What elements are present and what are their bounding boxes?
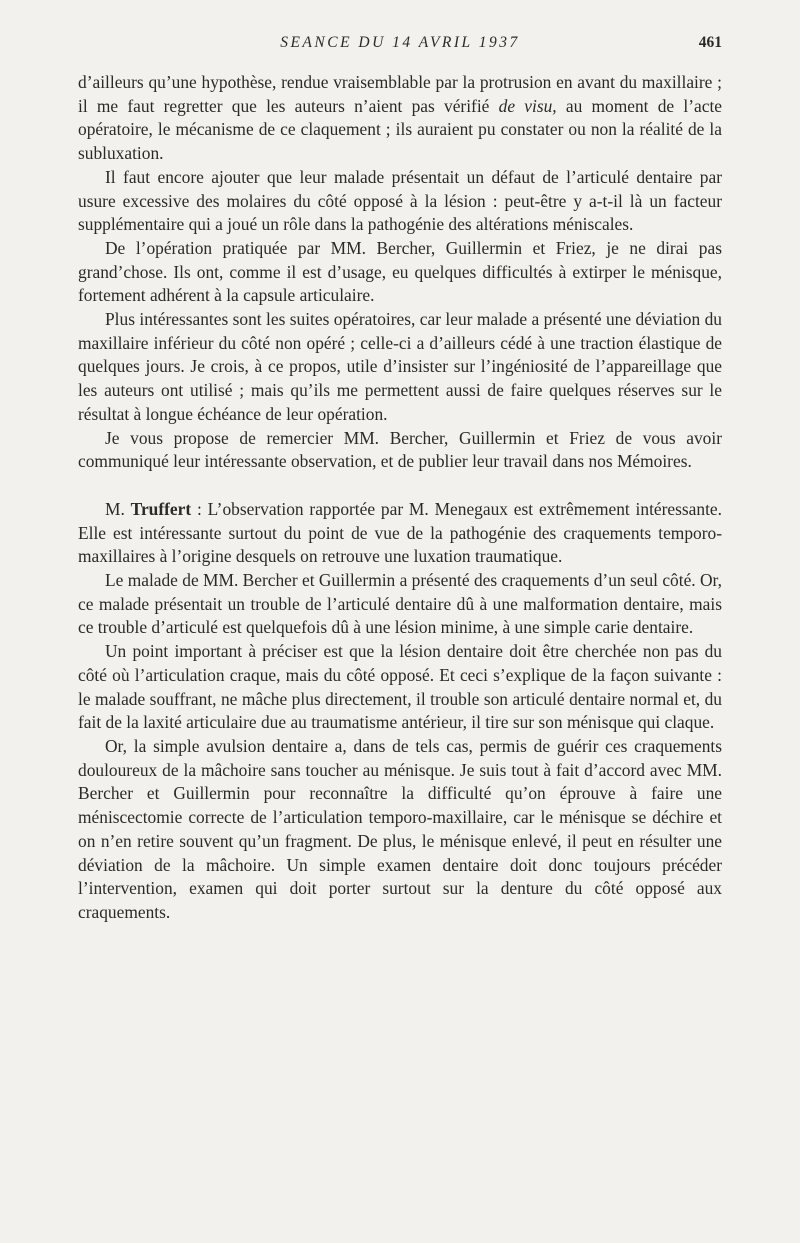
paragraph-9: Or, la simple avulsion dentaire a, dans de tels cas, permis de guérir ces craquements douloureux de la mâchoire sans toucher au ménisque. Je suis tout à fait d’accord avec MM. Bercher et Guillermin pour reconnaître la difficulté qu’on éprouve à faire une méniscectomie correcte de l’articulation temporo-maxillaire, car le ménisque se déchire et on n’en retire souvent qu’un fragment. De plus, le ménisque enlevé, il peut en résulter une déviation de la mâchoire. Un simple examen dentaire doit donc toujours précéder l’intervention, examen qui doit porter surtout sur la denture du côté opposé aux craquements.: [78, 735, 722, 922]
paragraph-2: Il faut encore ajouter que leur malade présentait un défaut de l’articulé dentaire par usure excessive des molaires du côté opposé à la lésion : peut-être y a-t-il là un facteur supplémentaire qui a joué un rôle dans la pathogénie des altérations méniscales.: [78, 166, 722, 235]
paragraph-1-text: d’ailleurs qu’une hypothèse, rendue vraisemblable par la protrusion en avant du maxillaire ; il me faut regretter que les auteurs n’aient pas vérifié: [78, 72, 722, 116]
paragraph-6: [78, 498, 722, 569]
paragraph-4: Plus intéressantes sont les suites opératoires, car leur malade a présenté une déviation du maxillaire inférieur du côté non opéré ; celle-ci a d’ailleurs cédé à une traction élastique de quelques jours. Je crois, à ce propos, utile d’insister sur l’ingéniosité de l’appareillage que les auteurs ont utilisé ; mais qu’ils me permettent aussi de faire quelques réserves sur le résultat à longue échéance de leur opération.: [78, 309, 722, 424]
paragraph-5: Je vous propose de remercier MM. Bercher, Guillermin et Friez de vous avoir communiqué leur intéressante observation, et de publier leur travail dans nos Mémoires.: [78, 427, 722, 472]
paragraph-1: [78, 71, 722, 166]
paragraph-1-italic: de visu,: [498, 95, 557, 116]
paragraph-6-text: : L’observation rapportée par M. Menegaux est extrêmement intéressante. Elle est intéressante surtout du point de vue de la pathogénie des craquements temporo-maxillaires à l’origine desquels on retrouve une luxation traumatique.: [78, 498, 722, 567]
speaker-name: Truffert: [130, 498, 192, 519]
paragraph-8: Un point important à préciser est que la lésion dentaire doit être cherchée non pas du côté où l’articulation craque, mais du côté opposé. Et ceci s’explique de la façon suivante : le malade souffrant, ne mâche plus directement, il trouble son articulé dentaire normal et, du fait de la laxité articulaire due au traumatisme antérieur, il tire sur son ménisque qui claque.: [78, 641, 722, 733]
running-title: SEANCE DU 14 AVRIL 1937: [280, 34, 520, 51]
paragraph-7: Le malade de MM. Bercher et Guillermin a présenté des craquements d’un seul côté. Or, ce malade présentait un trouble de l’articulé dentaire dû à une malformation dentaire, mais ce trouble d’articulé est quelquefois dû à une lésion minime, à une simple carie dentaire.: [78, 570, 722, 638]
paragraph-3: De l’opération pratiquée par MM. Bercher, Guillermin et Friez, je ne dirai pas grand’chose. Ils ont, comme il est d’usage, eu quelques difficultés à extirper le ménisque, fortement adhérent à la capsule articulaire.: [78, 237, 722, 306]
paragraph-1-end: au moment de l’acte opératoire, le mécanisme de ce claquement ; ils auraient pu constater ou non la réalité de la subluxation.: [78, 95, 722, 164]
page-number: 461: [698, 34, 722, 51]
body-text: [78, 71, 722, 925]
speaker-title: M.: [105, 498, 125, 519]
page-header: [78, 34, 722, 58]
